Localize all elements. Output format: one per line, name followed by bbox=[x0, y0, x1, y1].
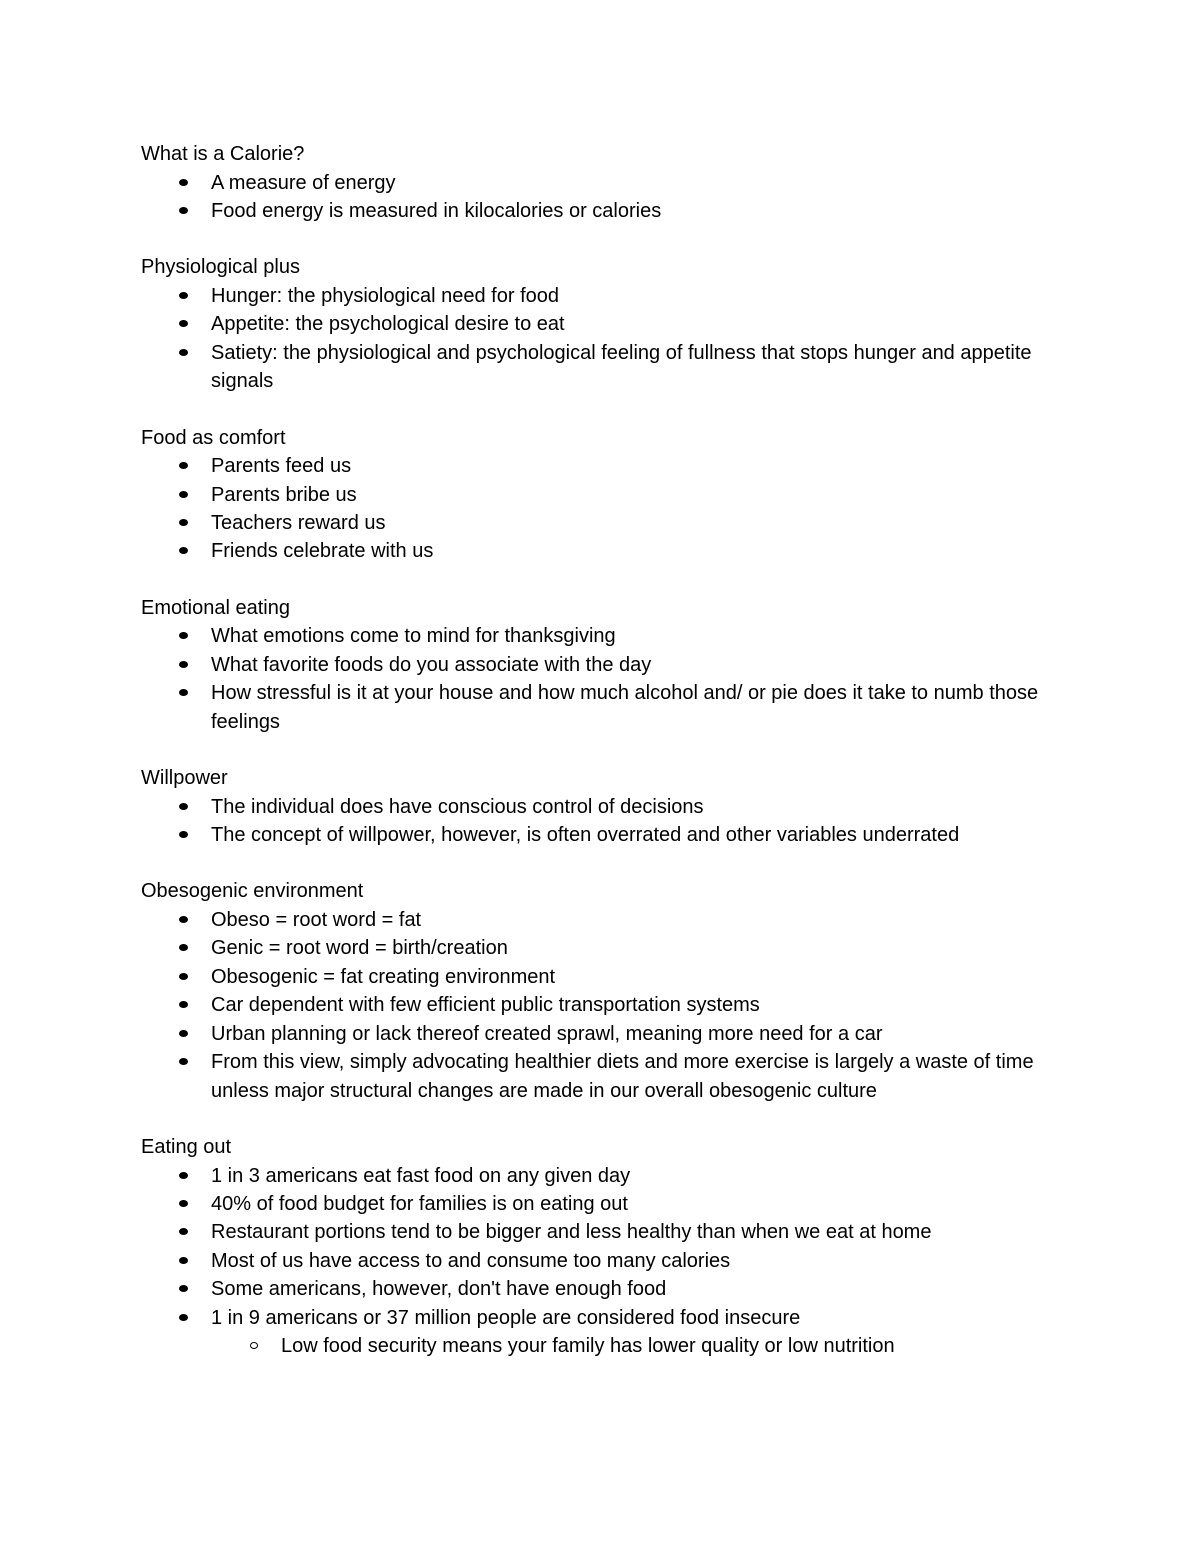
list-item bbox=[141, 282, 1071, 310]
list-item bbox=[141, 481, 1071, 509]
bullet-list bbox=[141, 1162, 1071, 1361]
section-obesogenic-environment bbox=[141, 877, 1071, 1104]
bullet-icon bbox=[179, 320, 188, 327]
bullet-icon bbox=[179, 349, 188, 356]
bullet-list bbox=[141, 282, 1071, 396]
list-item bbox=[141, 1275, 1071, 1303]
list-item-text: Parents feed us bbox=[211, 455, 352, 478]
section-eating-out bbox=[141, 1133, 1071, 1360]
section-heading: Physiological plus bbox=[141, 256, 300, 279]
bullet-icon bbox=[179, 1285, 188, 1292]
list-item-text: Genic = root word = birth/creation bbox=[211, 937, 508, 960]
section-heading: Willpower bbox=[141, 767, 228, 790]
list-item-text: Hunger: the physiological need for food bbox=[211, 285, 560, 307]
list-item-text: 40% of food budget for families is on eating out bbox=[211, 1192, 628, 1215]
list-item bbox=[141, 1247, 1071, 1275]
list-item bbox=[141, 793, 1071, 821]
list-item-text: What favorite foods do you associate with the day bbox=[211, 653, 652, 676]
list-item bbox=[141, 1218, 1071, 1246]
list-item-text: Food energy is measured in kilocalories or calories bbox=[211, 200, 662, 222]
list-item bbox=[141, 169, 1071, 197]
list-item bbox=[141, 934, 1071, 962]
list-item bbox=[141, 1162, 1071, 1190]
list-item-text: Obesogenic = fat creating environment bbox=[211, 965, 556, 988]
list-item bbox=[141, 452, 1071, 480]
list-item bbox=[141, 821, 1071, 849]
list-item bbox=[141, 537, 1071, 565]
list-item bbox=[141, 622, 1071, 650]
bullet-icon bbox=[179, 1200, 188, 1207]
list-item-text: Obeso = root word = fat bbox=[211, 909, 422, 932]
section-emotional-eating bbox=[141, 594, 1071, 736]
bullet-icon bbox=[179, 462, 188, 469]
bullet-icon bbox=[179, 973, 188, 980]
bullet-icon bbox=[179, 1030, 188, 1037]
bullet-list bbox=[141, 452, 1071, 566]
document-page bbox=[141, 140, 1071, 1388]
list-item bbox=[141, 339, 1071, 396]
list-item bbox=[141, 1020, 1071, 1048]
list-item-text: Parents bribe us bbox=[211, 483, 357, 506]
list-item-text: How stressful is it at your house and how much alcohol and/ or pie does it take to numb those feelings bbox=[211, 682, 1039, 733]
list-item bbox=[141, 509, 1071, 537]
bullet-icon bbox=[179, 632, 188, 639]
list-item-text: A measure of energy bbox=[211, 171, 396, 194]
list-item-text: Restaurant portions tend to be bigger and less healthy than when we eat at home bbox=[211, 1221, 932, 1244]
section-heading: What is a Calorie? bbox=[141, 143, 305, 165]
sub-list-item bbox=[211, 1332, 1071, 1360]
list-item-text: Most of us have access to and consume too many calories bbox=[211, 1249, 731, 1272]
sub-list-item-text: Low food security means your family has lower quality or low nutrition bbox=[281, 1334, 895, 1357]
list-item-text: Some americans, however, don't have enough food bbox=[211, 1278, 667, 1301]
bullet-icon bbox=[179, 803, 188, 810]
bullet-icon bbox=[179, 1257, 188, 1264]
bullet-icon bbox=[179, 1314, 188, 1321]
bullet-icon bbox=[179, 519, 188, 526]
list-item bbox=[141, 963, 1071, 991]
bullet-list bbox=[141, 622, 1071, 736]
list-item bbox=[141, 1190, 1071, 1218]
section-heading: Food as comfort bbox=[141, 426, 286, 449]
section-heading: Eating out bbox=[141, 1135, 232, 1158]
sub-bullet-list bbox=[211, 1332, 1071, 1360]
list-item bbox=[141, 651, 1071, 679]
bullet-icon bbox=[179, 547, 188, 554]
section-heading: Emotional eating bbox=[141, 596, 290, 619]
list-item bbox=[141, 310, 1071, 338]
list-item bbox=[141, 1304, 1071, 1361]
bullet-icon bbox=[179, 292, 188, 299]
list-item-text: 1 in 3 americans eat fast food on any given day bbox=[211, 1164, 631, 1187]
section-physiological bbox=[141, 253, 1071, 395]
section-willpower bbox=[141, 764, 1071, 849]
bullet-icon bbox=[179, 1228, 188, 1235]
bullet-list bbox=[141, 169, 1071, 226]
bullet-icon bbox=[179, 179, 188, 186]
bullet-icon bbox=[179, 1172, 188, 1179]
list-item-text: What emotions come to mind for thanksgiving bbox=[211, 625, 616, 648]
section-heading: Obesogenic environment bbox=[141, 880, 364, 903]
list-item-text: The concept of willpower, however, is often overrated and other variables underrated bbox=[211, 824, 960, 847]
bullet-icon bbox=[179, 1058, 188, 1065]
list-item bbox=[141, 991, 1071, 1019]
list-item-text: Appetite: the psychological desire to eat bbox=[211, 313, 565, 336]
list-item-text: Urban planning or lack thereof created sprawl, meaning more need for a car bbox=[211, 1022, 883, 1045]
section-calorie bbox=[141, 140, 1071, 225]
list-item bbox=[141, 197, 1071, 225]
list-item-text: The individual does have conscious control of decisions bbox=[211, 795, 704, 818]
bullet-icon bbox=[179, 1001, 188, 1008]
list-item-text: Satiety: the physiological and psychological feeling of fullness that stops hunger and appetite signals bbox=[211, 341, 1032, 393]
bullet-list bbox=[141, 906, 1071, 1105]
list-item-text: Teachers reward us bbox=[211, 512, 386, 535]
list-item bbox=[141, 906, 1071, 934]
list-item bbox=[141, 679, 1071, 736]
list-item-text: Car dependent with few efficient public transportation systems bbox=[211, 994, 760, 1017]
list-item-text: Friends celebrate with us bbox=[211, 540, 434, 563]
hollow-bullet-icon bbox=[250, 1342, 258, 1349]
section-food-comfort bbox=[141, 424, 1071, 566]
bullet-icon bbox=[179, 661, 188, 668]
bullet-icon bbox=[179, 944, 188, 951]
bullet-icon bbox=[179, 207, 188, 214]
bullet-icon bbox=[179, 491, 188, 498]
bullet-icon bbox=[179, 831, 188, 838]
list-item bbox=[141, 1048, 1071, 1105]
bullet-icon bbox=[179, 689, 188, 696]
list-item-text: 1 in 9 americans or 37 million people are considered food insecure bbox=[211, 1306, 801, 1329]
list-item-text: From this view, simply advocating healthier diets and more exercise is largely a waste of time unless major structural changes are made in our overall obesogenic culture bbox=[211, 1051, 1034, 1102]
bullet-icon bbox=[179, 916, 188, 923]
bullet-list bbox=[141, 793, 1071, 850]
